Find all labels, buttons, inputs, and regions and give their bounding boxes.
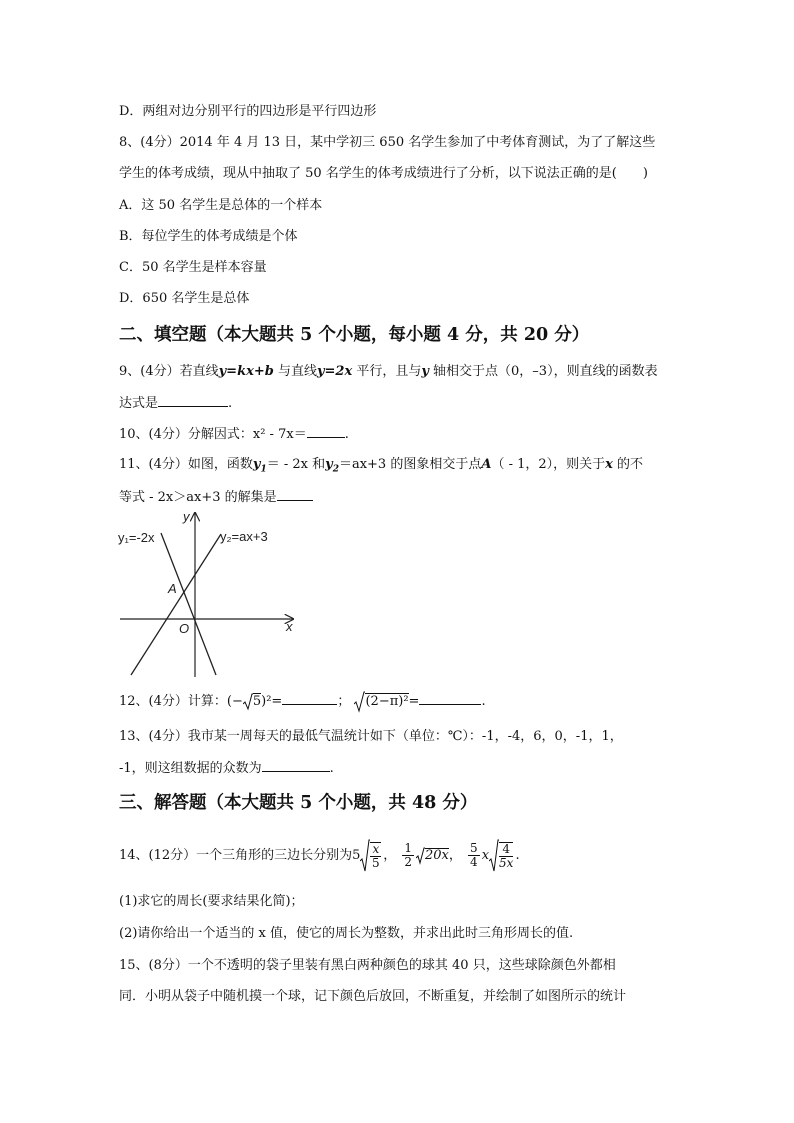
q14-sep-2: ，	[448, 848, 462, 863]
point-a-label: A	[168, 581, 177, 596]
axis-y-label: y	[183, 509, 190, 524]
section-2-heading: 二、填空题（本大题共 5 个小题，每小题 4 分，共 20 分）	[119, 325, 590, 345]
q9-stem-line1	[119, 363, 658, 381]
q14-x-var: x	[481, 848, 490, 863]
q8-stem-line2: 学生的体考成绩，现从中抽取了 50 名学生的体考成绩进行了分析，以下说法正确的是( )	[119, 166, 648, 181]
q15-stem-line2: 同．小明从袋子中随机摸一个球，记下颜色后放回，不断重复，并绘制了如图所示的统计	[119, 989, 627, 1004]
q13-stem-line2	[119, 759, 334, 778]
q11-y1: $y_1$	[252, 457, 267, 475]
q10-suffix: .	[344, 427, 349, 442]
q8-option-a: A．这 50 名学生是总体的一个样本	[119, 198, 323, 213]
q11-stem-line1	[119, 456, 643, 479]
q12-sqrt5-radicand: 5	[252, 694, 262, 709]
q10-answer-blank[interactable]	[307, 425, 345, 438]
sqrt-sign-icon	[489, 839, 499, 873]
q9-mid-3: 轴相交于点（0，–3），则直线的函数表	[428, 364, 658, 379]
q14-fraction-1: $\frac{x}{5}$	[372, 841, 380, 870]
q13-stem-line1: 13、(4分）我市某一周每天的最低气温统计如下（单位：℃）：-1，-4，6，0，-1，1，	[119, 729, 623, 744]
q11-point-a: A	[481, 457, 492, 472]
q12-stem	[119, 690, 486, 714]
q14-fraction-3: $\frac{5}{4}$	[470, 841, 478, 869]
q12-mid: )²=	[261, 694, 283, 709]
q11-line1-a: 11、(4分）如图，函数	[119, 457, 253, 472]
q14-sep-1: ，	[383, 848, 397, 863]
q9-stem-line2: 达式是 .	[119, 396, 233, 411]
sqrt-sign-icon	[354, 691, 365, 713]
q14-coef-1: 5	[352, 848, 361, 863]
q11-var-x: x	[605, 457, 613, 472]
q12-radicand-2: (2−π)²	[365, 694, 409, 709]
q14-prefix: 14、(12分）一个三角形的三边长分别为	[119, 848, 353, 863]
q14-end: .	[515, 848, 520, 863]
q11-line2-text: 等式 - 2x＞ax+3 的解集是	[119, 490, 277, 505]
q11-line1-b: ＝ - 2x 和	[266, 457, 326, 472]
q12-prefix: 12、(4分）计算：(−	[119, 694, 243, 709]
q9-line2-text: 达式是	[119, 396, 159, 411]
q9-prefix: 9、(4分）若直线	[119, 364, 219, 379]
q11-line1-e: 的不	[612, 457, 644, 472]
q11-line1-c: ＝ax+3 的图象相交于点	[338, 457, 482, 472]
q9-answer-blank[interactable]	[158, 394, 228, 407]
section-3-heading: 三、解答题（本大题共 5 个小题，共 48 分）	[119, 793, 478, 813]
q12-answer-blank-1[interactable]	[282, 692, 337, 705]
sqrt-sign-icon	[416, 847, 425, 865]
q14-radicand-2: 20x	[425, 848, 449, 863]
q14-stem	[119, 836, 520, 876]
q9-equation-1: y=kx+b	[218, 364, 274, 379]
q11-function-graph	[115, 505, 305, 680]
q8-stem-line1: 8、(4分）2014 年 4 月 13 日，某中学初三 650 名学生参加了中考体育测试，为了了解这些	[119, 135, 656, 150]
q10-prefix: 10、(4分）分解因式：x² - 7x＝	[119, 427, 307, 442]
q9-mid-2: 平行，且与	[352, 364, 422, 379]
q12-eq: =	[408, 694, 420, 709]
q12-answer-blank-2[interactable]	[419, 692, 481, 705]
label-y1: y₁=-2x	[118, 530, 155, 545]
q9-equation-2: y=2x	[316, 364, 353, 379]
q11-y2: $y_2$	[325, 457, 339, 475]
q13-answer-blank[interactable]	[262, 759, 330, 772]
axis-x-label: x	[286, 619, 293, 634]
q9-axis-var: y	[421, 364, 429, 379]
q11-answer-blank[interactable]	[277, 488, 313, 501]
q12-sep: ；	[337, 694, 351, 709]
q10-stem	[119, 425, 349, 444]
q14-fraction-4: $\frac{4}{5x}$	[499, 841, 514, 870]
q14-fraction-2: $\frac{1}{2}$	[404, 841, 413, 869]
origin-label: O	[179, 621, 190, 636]
label-y2: y₂=ax+3	[220, 529, 268, 544]
q7-option-d: D．两组对边分别平行的四边形是平行四边形	[119, 104, 377, 119]
q13-line2-a: -1，则这组数据的众数为	[119, 761, 262, 776]
q14-part-1: (1)求它的周长(要求结果化简)；	[119, 894, 304, 909]
q8-option-d: D．650 名学生是总体	[119, 291, 250, 306]
q8-option-c: C．50 名学生是样本容量	[119, 260, 267, 275]
q11-line1-d: （ - 1，2），则关于	[491, 457, 606, 472]
q14-part-2: (2)请你给出一个适当的 x 值，使它的周长为整数，并求出此时三角形周长的值.	[119, 926, 574, 941]
q12-suffix: .	[481, 694, 486, 709]
sqrt-sign-icon	[360, 839, 370, 873]
q15-stem-line1: 15、(8分）一个不透明的袋子里装有黑白两种颜色的球其 40 只，这些球除颜色外都相	[119, 958, 616, 973]
sqrt-sign-icon	[243, 693, 253, 711]
q13-line2-b: .	[329, 761, 334, 776]
q9-mid-1: 与直线	[273, 364, 317, 379]
q8-option-b: B．每位学生的体考成绩是个体	[119, 229, 298, 244]
